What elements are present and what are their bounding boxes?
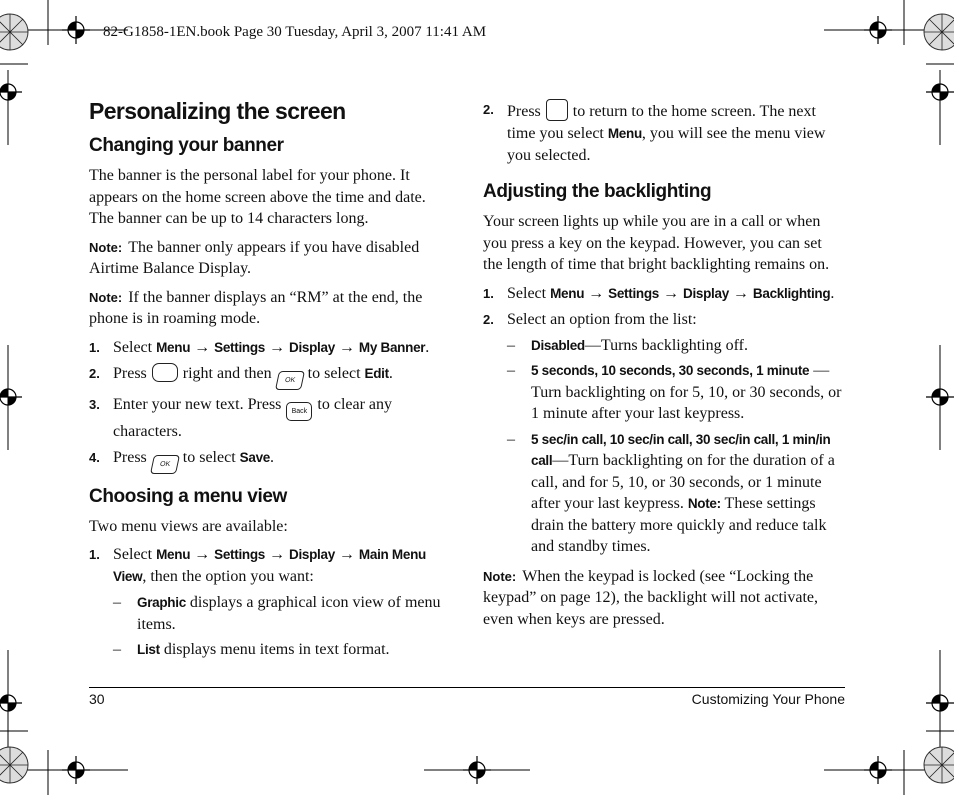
nav-key-icon bbox=[152, 363, 178, 382]
banner-step-3: 3. Enter your new text. Press Back to clear any characters. bbox=[89, 395, 393, 440]
chapter-title: Customizing Your Phone bbox=[691, 691, 845, 707]
banner-step-2: 2. Press right and then OK to select Edit. bbox=[89, 363, 451, 390]
note-roaming: Note: If the banner displays an “RM” at the end, the phone is in roaming mode. bbox=[89, 288, 423, 327]
backlight-option-in-call: – 5 sec/in call, 10 sec/in call, 30 sec/in call, 1 min/in call—Turn backlighting on for the duration of a call, and for 5, 10, or 30 seconds, or 1 minute after your last keypress. Note: These settings drain the battery more quickly and reduce talk and standby times. bbox=[507, 430, 835, 555]
menu-view-option-graphic: – Graphic displays a graphical icon view of menu items. bbox=[113, 594, 441, 633]
page-title: Personalizing the screen bbox=[89, 98, 346, 124]
section-heading-menu-view: Choosing a menu view bbox=[89, 485, 287, 507]
backlight-step-1: 1. Select Menu → Settings → Display → Backlighting. bbox=[483, 284, 835, 302]
banner-intro: The banner is the personal label for your phone. It appears on the home screen above the time and date. The banner can be up to 14 characters long. bbox=[89, 167, 426, 227]
right-column bbox=[483, 99, 845, 637]
backlight-intro: Your screen lights up while you are in a call or when you press a key on the keypad. However, you can set the length of time that bright backlighting remains on. bbox=[483, 213, 830, 273]
print-header: 82-G1858-1EN.book Page 30 Tuesday, April 3, 2007 11:41 AM bbox=[103, 24, 487, 40]
menu-path-item: Menu bbox=[156, 339, 191, 355]
menu-view-step-2: 2. Press to return to the home screen. The next time you select Menu, you will see the menu view you selected. bbox=[483, 99, 845, 167]
section-heading-backlight: Adjusting the backlighting bbox=[483, 181, 712, 202]
note-label: Note: bbox=[89, 239, 123, 255]
menu-view-option-list: – List displays menu items in text format. bbox=[113, 641, 390, 658]
menu-path-item: My Banner bbox=[358, 339, 426, 355]
banner-step-1: 1. Select Menu → Settings → Display → My Banner. bbox=[89, 338, 430, 356]
section-heading-banner: Changing your banner bbox=[89, 135, 284, 156]
note-keypad-locked: Note: When the keypad is locked (see “Locking the keypad” on page 12), the backlight will not activate, even when keys are pressed. bbox=[483, 567, 818, 628]
backlight-option-timed: – 5 seconds, 10 seconds, 30 seconds, 1 minute — Turn backlighting on for 5, 10, or 30 seconds, or 1 minute after your last keypress. bbox=[507, 362, 842, 422]
back-key-icon: Back bbox=[286, 402, 312, 421]
ok-key-icon: OK bbox=[150, 455, 180, 474]
note-label: Note: bbox=[89, 289, 123, 305]
footer-rule bbox=[89, 687, 845, 688]
left-column bbox=[89, 98, 451, 665]
end-key-icon bbox=[546, 99, 568, 121]
menu-view-intro: Two menu views are available: bbox=[89, 517, 288, 535]
menu-path-item: Display bbox=[289, 339, 335, 355]
backlight-option-disabled: – Disabled—Turns backlighting off. bbox=[507, 336, 748, 354]
menu-path-item: Settings bbox=[214, 339, 265, 355]
note-label: Note: bbox=[483, 568, 517, 584]
banner-step-4: 4. Press OK to select Save. bbox=[89, 447, 451, 474]
page-number: 30 bbox=[89, 691, 105, 707]
note-banner-disabled: Note: The banner only appears if you have disabled Airtime Balance Display. bbox=[89, 238, 420, 277]
menu-view-step-1: 1. Select Menu → Settings → Display → Main Menu View, then the option you want: bbox=[89, 546, 426, 585]
backlight-step-2: 2. Select an option from the list: bbox=[483, 310, 697, 328]
ok-key-icon: OK bbox=[275, 371, 305, 390]
